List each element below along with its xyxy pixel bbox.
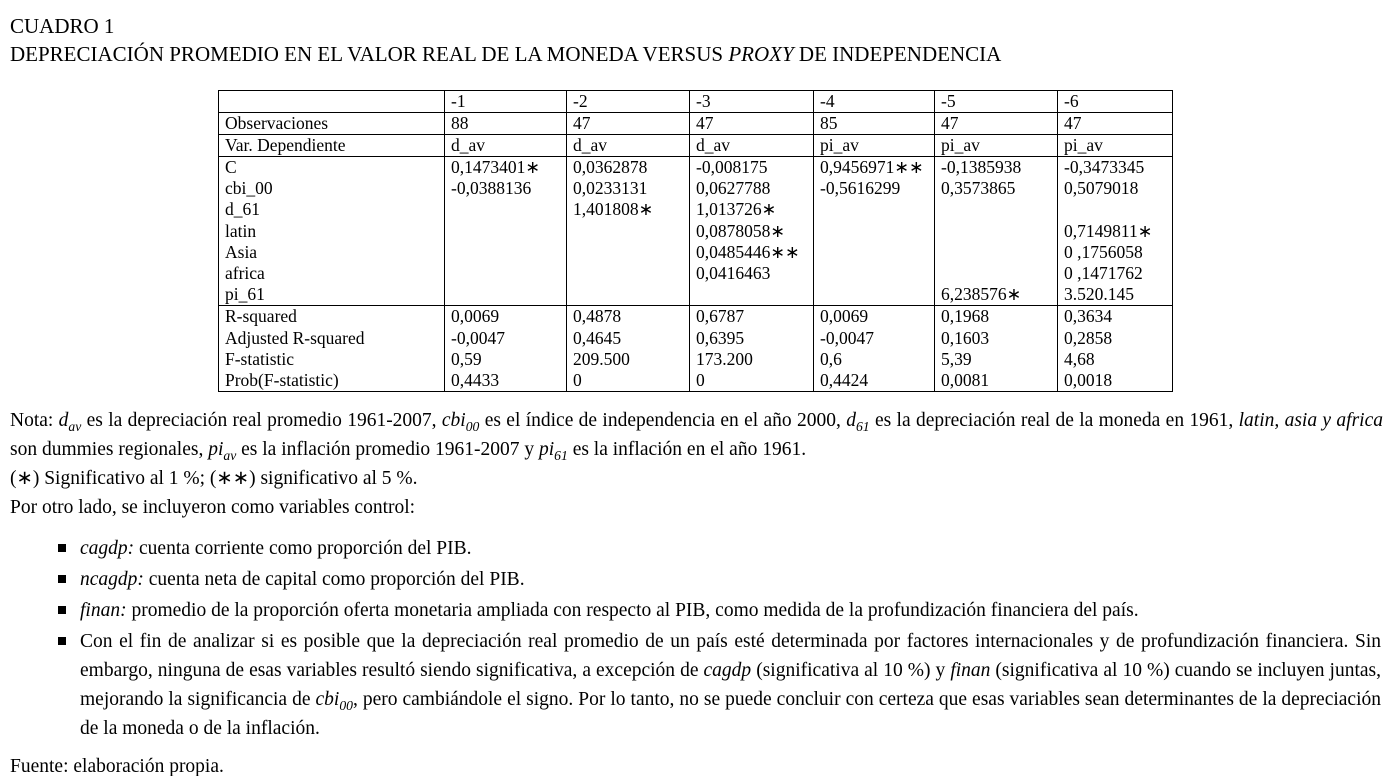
cell-value: 88 [445,113,567,135]
text-run: promedio de la proporción oferta monetaria ampliada con respecto al PIB, como medida de la profundización financiera del país. [126,600,1139,622]
cell-value: pi_av [814,135,935,157]
source-note: Fuente: elaboración propia. [10,756,224,776]
cell-value: -0,1385938 [941,157,1022,177]
bullet-square-icon [58,575,66,583]
regression-results-table [218,90,1173,392]
cell-value: 0,0018 [1064,369,1113,390]
cell-value: -0,008175 [696,157,768,177]
cell-value: 0,0362878 [573,157,648,177]
cell-value: 0,6787 [696,306,745,327]
cell-value: 47 [1058,113,1173,135]
cell-value [1064,199,1166,220]
cell-value [820,284,928,305]
cell-value [451,242,560,263]
cell-value: 173.200 [696,348,753,369]
cell-value: 5,39 [941,348,972,369]
cell-value: pi_av [1058,135,1173,157]
cell-value [573,221,683,242]
subscript: av [68,418,82,434]
cell-value: -0,5616299 [820,178,901,199]
cell-value [573,242,683,263]
table-title [10,40,1383,68]
significance-note: (∗) Significativo al 1 %; (∗∗) significativo al 5 %. [10,468,418,490]
column-header: -5 [935,91,1058,113]
italic-text: d [846,410,856,432]
block-value-cell [690,306,814,392]
cell-value: 3.520.145 [1064,284,1134,305]
column-header: -6 [1058,91,1173,113]
table-row [219,113,1173,135]
statistics-block [219,306,1173,392]
block-value-cell [567,306,690,392]
cell-value [696,284,807,305]
cell-value: 47 [690,113,814,135]
cell-value: 0,0069 [820,306,869,327]
cell-value: 0,0416463 [696,262,771,283]
cell-value: 0,0069 [451,306,500,327]
text-run: es la depreciación real promedio 1961-2007, [81,410,442,432]
cell-value: 0,0485446∗∗ [696,241,800,262]
row-label: latin [225,220,257,241]
text-run: cuenta neta de capital como proporción del PIB. [143,569,525,591]
cell-value: 47 [567,113,690,135]
cell-value: 0,59 [451,348,482,369]
cell-value: 0,0878058∗ [696,220,786,241]
row-label: C [225,157,237,177]
cell-value: 0,9456971∗∗ [820,157,924,177]
cell-value [451,221,560,242]
cell-value [941,199,1051,220]
list-item [10,596,1383,625]
cell-value: -0,3473345 [1064,157,1145,177]
cell-value: 0 ,1471762 [1064,262,1143,283]
list-item-text [80,627,1383,743]
cell-value: 0,4878 [573,306,622,327]
list-item-text [80,534,1383,563]
block-value-cell [814,157,935,306]
text-run: cuenta corriente como proporción del PIB. [134,538,472,560]
cell-value: 209.500 [573,348,630,369]
corner-cell [219,91,445,113]
cell-value [820,221,928,242]
row-label: pi_61 [225,284,265,305]
block-value-cell [690,157,814,306]
cell-value: 0,6 [820,348,842,369]
text-run: es la inflación promedio 1961-2007 y [236,439,539,461]
cell-value [451,263,560,284]
cell-value [941,242,1051,263]
subscript: 00 [339,697,353,713]
italic-text: finan: [80,600,127,622]
text-run: DEPRECIACIÓN PROMEDIO EN EL VALOR REAL DE LA MONEDA VERSUS [10,42,729,66]
cell-value: 0,1603 [941,327,990,348]
cell-value: 0,0081 [941,369,990,390]
note-paragraph [10,406,1383,464]
list-item [10,534,1383,563]
row-label: Prob(F-statistic) [225,369,339,390]
cell-value: 4,68 [1064,348,1095,369]
cell-value: 0,4424 [820,369,869,390]
bullet-square-icon [58,637,66,645]
block-label-cell [219,306,445,392]
cell-value: 0,0233131 [573,178,648,199]
cell-value: 47 [935,113,1058,135]
cell-value: 0,6395 [696,327,745,348]
text-run: es la inflación en el año 1961. [567,439,807,461]
row-label: Var. Dependiente [219,135,445,157]
control-variables-intro: Por otro lado, se incluyeron como variables control: [10,497,416,519]
list-item [10,627,1383,743]
cell-value: pi_av [935,135,1058,157]
italic-text: cagdp [703,660,752,682]
notes-block [10,406,1383,776]
italic-text: PROXY [728,42,794,66]
italic-text: pi [208,439,224,461]
cell-value: 0,4433 [451,369,500,390]
italic-text: cagdp: [80,538,135,560]
italic-text: d [58,410,69,432]
text-run: es el índice de independencia en el año 2000, [479,410,847,432]
list-item-text [80,596,1383,625]
italic-text: pi [539,439,555,461]
row-label: F-statistic [225,348,295,369]
coefficients-block [219,157,1173,306]
italic-text: cbi [441,410,466,432]
cell-value: 0 ,1756058 [1064,241,1143,262]
cell-value: 0,0627788 [696,178,771,199]
text-run: son dummies regionales, [10,439,209,461]
row-label: africa [225,262,265,283]
cell-value: 85 [814,113,935,135]
italic-text: ncagdp: [80,569,144,591]
block-value-cell [935,306,1058,392]
list-item-text [80,565,1383,594]
block-label-cell [219,157,445,306]
block-value-cell [567,157,690,306]
column-header: -2 [567,91,690,113]
row-label: cbi_00 [225,178,273,199]
cell-value: d_av [690,135,814,157]
cell-value: d_av [567,135,690,157]
row-label: Asia [225,241,258,262]
cell-value: 0,1968 [941,306,990,327]
text-run: es la depreciación real de la moneda en 1961, [869,410,1239,432]
text-run: Con el fin de analizar si es posible que la depreciación real promedio de un país esté determinada por factores internacionales y de profundización financiera. Sin embargo, ninguna de esas variables resultó siendo significativa, a excepción de [80,631,1381,682]
cell-value [820,199,928,220]
table-row [219,135,1173,157]
block-value-cell [1058,306,1173,392]
cell-value [820,263,928,284]
cell-value: 0,7149811∗ [1064,220,1153,241]
italic-text: finan [950,660,991,682]
control-variables-list [10,534,1383,743]
block-value-cell [935,157,1058,306]
row-label: d_61 [225,199,260,220]
cell-value [573,263,683,284]
block-value-cell [445,306,567,392]
bullet-square-icon [58,606,66,614]
cell-value: -0,0388136 [451,178,532,199]
cell-value: -0,0047 [820,327,874,348]
row-label: Observaciones [219,113,445,135]
cell-value: 0 [696,369,705,390]
subscript: av [223,447,237,463]
cell-value: 6,238576∗ [941,284,1022,305]
block-value-cell [1058,157,1173,306]
cell-value [820,242,928,263]
block-value-cell [814,306,935,392]
cell-value: 0,1473401∗ [451,157,541,177]
column-header: -4 [814,91,935,113]
row-label: R-squared [225,306,297,327]
text-run: (significativa al 10 %) cuando se incluyen juntas, mejorando la significancia de [80,660,1381,711]
cell-value: 0,3573865 [941,178,1016,199]
cell-value: 0 [573,369,582,390]
cell-value: 0,4645 [573,327,622,348]
block-value-cell [445,157,567,306]
text-run: (significativa al 10 %) y [751,660,951,682]
text-run: Nota: [10,410,59,432]
table-header-row [219,91,1173,113]
italic-text: latin, asia y africa [1238,410,1384,432]
text-run: , pero cambiándole el signo. Por lo tanto, no se puede concluir con certeza que esas variables sean determinantes de la depreciación de la moneda o de la inflación. [80,689,1381,740]
text-run: DE INDEPENDENCIA [793,42,1002,66]
cell-value: 0,5079018 [1064,178,1139,199]
subscript: 61 [554,447,568,463]
row-label: Adjusted R-squared [225,327,365,348]
column-header: -1 [445,91,567,113]
table-number: CUADRO 1 [10,14,115,38]
cell-value: 0,2858 [1064,327,1113,348]
cell-value: 1,401808∗ [573,199,654,220]
cell-value: -0,0047 [451,327,505,348]
cell-value: 0,3634 [1064,306,1113,327]
cell-value: 1,013726∗ [696,199,777,220]
cell-value [573,284,683,305]
bullet-square-icon [58,544,66,552]
cell-value: d_av [445,135,567,157]
cell-value [941,221,1051,242]
subscript: 61 [855,418,870,434]
cell-value [941,263,1051,284]
list-item [10,565,1383,594]
italic-text: cbi [315,689,340,711]
column-header: -3 [690,91,814,113]
cell-value [451,284,560,305]
subscript: 00 [465,418,480,434]
cell-value [451,199,560,220]
